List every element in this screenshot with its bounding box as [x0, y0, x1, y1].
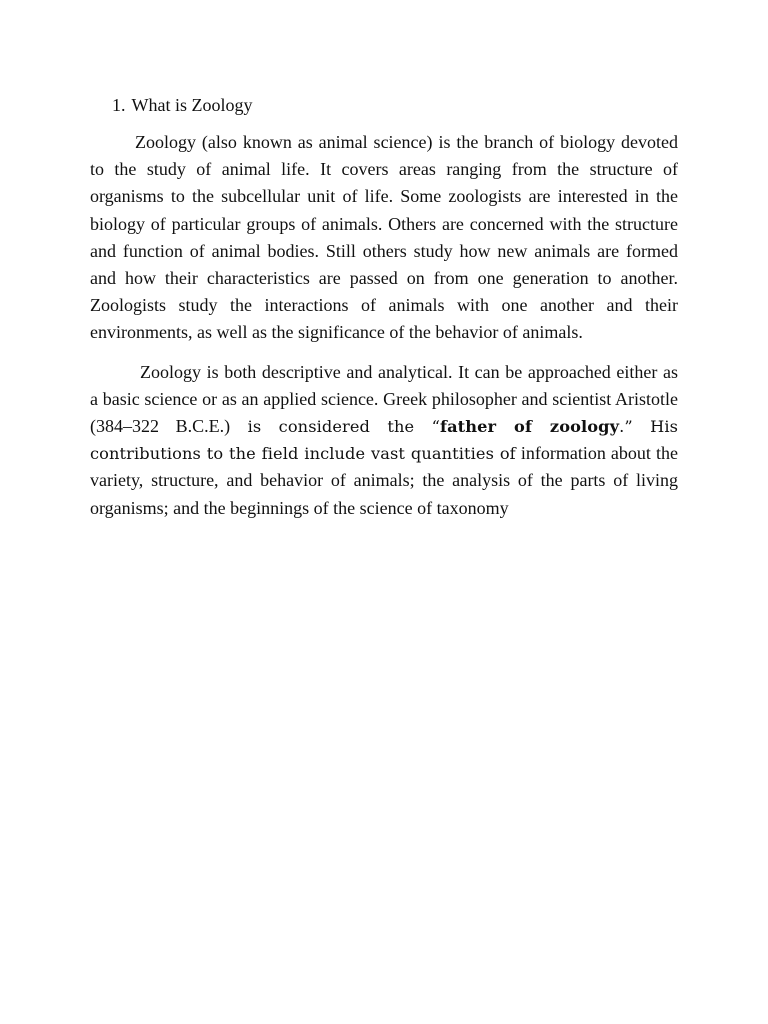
paragraph-2-part-4: information about the variety, structure, and behavior of animals; the analysis of the parts of living organisms; and the beginnings of the science of taxonomy — [90, 443, 678, 518]
paragraph-2-part-2: is considered the “ — [230, 417, 441, 437]
paragraph-2-part-3: .” His contributions to the field include vast quantities of — [90, 417, 679, 464]
paragraph-2 — [90, 359, 678, 522]
paragraph-1: Zoology (also known as animal science) is the branch of biology devoted to the study of animal life. It covers areas ranging from the structure of organisms to the subcellular unit of life. Some zoologists are interested in the biology of particular groups of animals. Others are concerned with the structure and function of animal bodies. Still others study how new animals are formed and how their characteristics are passed on from one generation to another. Zoologists study the interactions of animals with one another and their environments, as well as the significance of the behavior of animals. — [90, 132, 678, 343]
heading-number: 1. — [112, 95, 126, 115]
heading-title: What is Zoology — [131, 95, 253, 115]
paragraph-2-part-1: Zoology is both descriptive and analytical. It can be approached either as a basic science or as an applied science. Greek philosopher and scientist Aristotle (384–322 B.C.E.) — [90, 361, 678, 437]
document-page — [90, 92, 678, 534]
section-heading — [90, 92, 678, 119]
father-of-zoology-bold: father of zoology — [440, 417, 620, 437]
